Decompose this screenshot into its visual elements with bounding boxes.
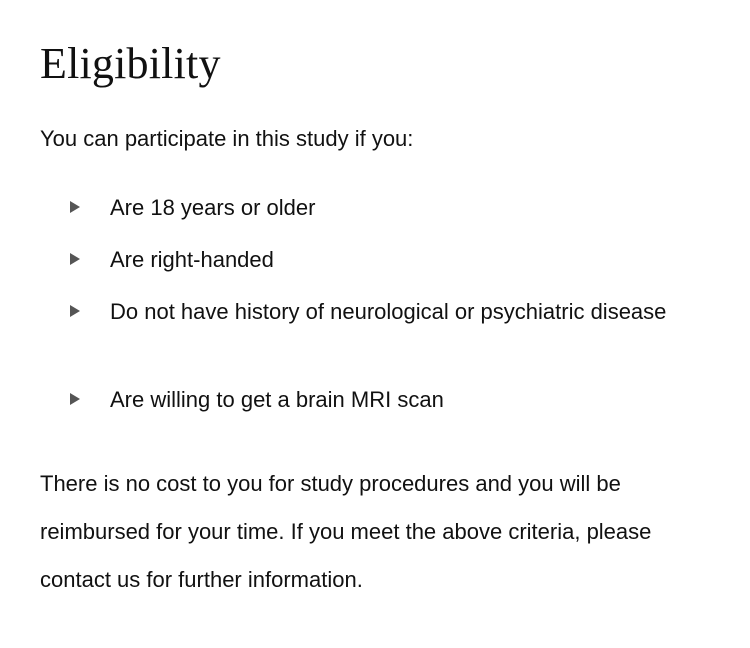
list-item [70, 190, 680, 226]
closing-paragraph: There is no cost to you for study procedures and you will be reimbursed for your time. If you meet the above criteria, please contact us for further information. [40, 471, 652, 592]
criterion-text: Are 18 years or older [110, 195, 316, 220]
list-item [70, 382, 680, 418]
criterion-text: Are right-handed [110, 247, 274, 272]
list-item [70, 242, 680, 278]
triangle-right-icon [70, 393, 80, 405]
list-item [70, 294, 680, 366]
criterion-text: Are willing to get a brain MRI scan [110, 387, 444, 412]
intro-text: You can participate in this study if you: [40, 126, 414, 151]
triangle-right-icon [70, 253, 80, 265]
triangle-right-icon [70, 305, 80, 317]
page-title: Eligibility [40, 39, 221, 88]
criterion-text: Do not have history of neurological or psychiatric disease [110, 299, 667, 324]
triangle-right-icon [70, 201, 80, 213]
